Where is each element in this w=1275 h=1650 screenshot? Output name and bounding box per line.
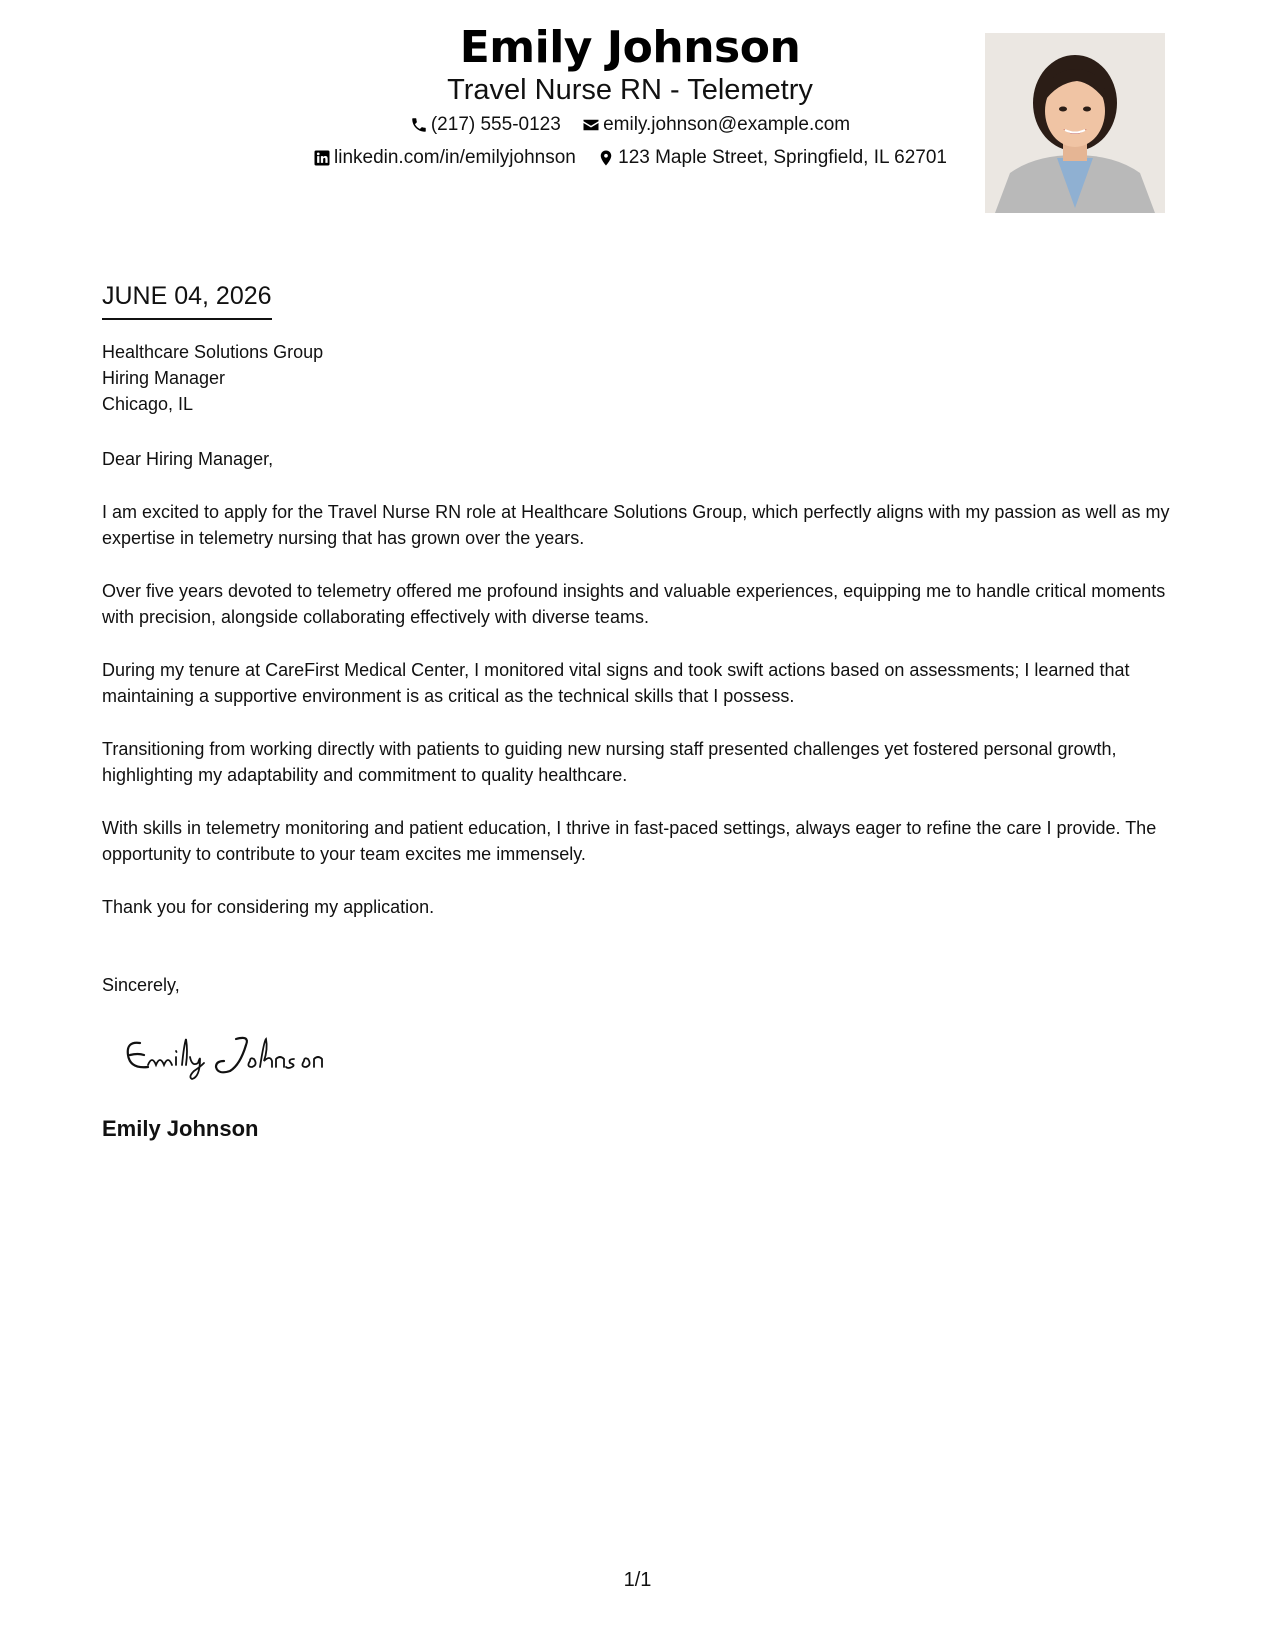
letter-body xyxy=(102,446,1177,946)
body-paragraph: Thank you for considering my application. xyxy=(102,896,435,917)
email-contact xyxy=(582,112,850,138)
linkedin-contact xyxy=(313,145,576,171)
recipient-location: Chicago, IL xyxy=(102,394,194,414)
linkedin-icon xyxy=(313,149,331,167)
letter-date: JUNE 04, 2026 xyxy=(102,280,272,320)
contact-row-secondary xyxy=(240,145,1020,175)
body-paragraph: Transitioning from working directly with patients to guiding new nursing staff presented challenges yet fostered personal growth, highlighting my adaptability and commitment to quality healthcare. xyxy=(102,738,1117,785)
job-title: Travel Nurse RN - Telemetry xyxy=(447,74,813,106)
recipient-company: Healthcare Solutions Group xyxy=(102,342,324,362)
body-paragraph: During my tenure at CareFirst Medical Center, I monitored vital signs and took swift actions based on assessments; I learned that maintaining a supportive environment is as critical as the technical skills that I possess. xyxy=(102,659,1130,706)
signer-name: Emily Johnson xyxy=(102,1116,259,1141)
salutation: Dear Hiring Manager, xyxy=(102,449,274,469)
street-address: 123 Maple Street, Springfield, IL 62701 xyxy=(618,147,947,168)
phone-contact xyxy=(410,112,561,138)
signature-image xyxy=(118,1025,358,1085)
phone-icon xyxy=(410,116,428,134)
letter-header xyxy=(0,0,1275,230)
envelope-icon xyxy=(582,116,600,134)
recipient-role: Hiring Manager xyxy=(102,368,226,388)
address-contact xyxy=(597,145,947,171)
body-paragraph: With skills in telemetry monitoring and patient education, I thrive in fast-paced settings, always eager to refine the care I provide. The opportunity to contribute to your team excites me immensely. xyxy=(102,817,1157,864)
phone-number: (217) 555-0123 xyxy=(430,114,561,135)
page-number: 1/1 xyxy=(623,1569,652,1591)
body-paragraph: Over five years devoted to telemetry offered me profound insights and valuable experiences, equipping me to handle critical moments with precision, alongside collaborating effectively with diverse teams. xyxy=(102,580,1166,627)
closing: Sincerely, xyxy=(102,975,180,995)
body-paragraph: I am excited to apply for the Travel Nurse RN role at Healthcare Solutions Group, which perfectly aligns with my passion as well as my expertise in telemetry nursing that has grown over the years. xyxy=(102,501,1170,548)
map-pin-icon xyxy=(597,149,615,167)
applicant-name: Emily Johnson xyxy=(459,22,801,73)
linkedin-url: linkedin.com/in/emilyjohnson xyxy=(334,147,576,168)
profile-photo xyxy=(985,33,1165,213)
email-address: emily.johnson@example.com xyxy=(603,114,851,135)
contact-row-primary xyxy=(240,112,1020,142)
recipient-block xyxy=(102,339,323,417)
